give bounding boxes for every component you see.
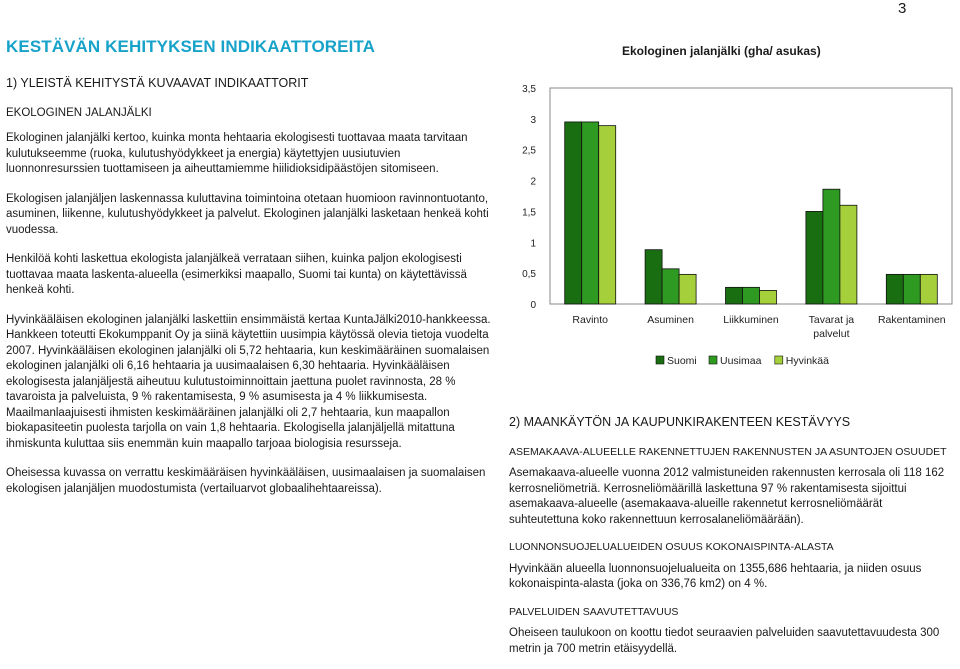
right-column xyxy=(509,415,955,669)
block-heading: LUONNONSUOJELUALUEIDEN OSUUS KOKONAISPINTA-ALASTA xyxy=(509,541,834,553)
y-tick-label: 2 xyxy=(530,176,536,188)
bar xyxy=(565,122,582,304)
block-heading: PALVELUIDEN SAAVUTETTAVUUS xyxy=(509,605,679,618)
y-tick-label: 1,5 xyxy=(522,207,536,219)
bar xyxy=(806,211,823,304)
bar xyxy=(599,126,616,304)
paragraph: Hyvinkääläisen ekologinen jalanjälki laskettiin ensimmäistä kertaa KuntaJälki2010-hankkeessa. Hankkeen toteutti Ekokumppanit Oy ja siinä käytettiin uusimpia käytössä olevia tietoja vuodelta 2007. Hyvinkääläisen ekologinen jalanjälki oli 5,72 hehtaaria, kun keskimääräinen suomalaisen ekologinen jalanjälki oli 6,16 hehtaaria ja uusimaalaisen 6,30 hehtaaria. Hyvinkääläisen ekologisesta jalanjäljestä aiheutuu kulutustoiminnoittain jaettuna puolet ravinnosta, 28 % tavaroista ja palveluista, 9 % rakentamisesta, 9 % asumisesta ja 4 % liikkumisesta. Maailmanlaajuisesti ihmisten keskimääräinen jalanjälki oli 2,7 hehtaaria, kun maapallon biokapasiteetin puolesta tarjolla on vain 1,8 hehtaaria. Ekologisella jalanjäljellä mitattuna ihmiskunta kuluttaa siis enemmän kuin maapallo tarjoaa biologisia resursseja. xyxy=(6,313,491,450)
y-tick-label: 1 xyxy=(530,238,536,250)
bar-chart xyxy=(500,70,955,380)
x-tick-label: Asuminen xyxy=(647,314,694,326)
legend-label: Suomi xyxy=(667,355,697,367)
bar xyxy=(679,274,696,304)
y-tick-label: 0 xyxy=(530,300,536,311)
x-tick-label: Rakentaminen xyxy=(877,314,946,326)
y-tick-label: 3,5 xyxy=(522,84,536,95)
block-text: Oheiseen taulukoon on koottu tiedot seuraavien palveluiden saavutettavuudesta 300 metrin ja 700 metrin etäisyydellä. xyxy=(509,627,940,655)
block-heading: ASEMAKAAVA-ALUEELLE RAKENNETTUJEN RAKENNUSTEN JA ASUNTOJEN OSUUDET xyxy=(509,445,947,458)
x-tick-label: Ravinto xyxy=(572,314,609,326)
bar xyxy=(760,290,777,304)
bar xyxy=(743,287,760,304)
legend-swatch xyxy=(656,356,664,364)
page-number: 3 xyxy=(898,0,907,17)
bar xyxy=(645,250,662,304)
legend-swatch xyxy=(775,356,783,364)
bar xyxy=(582,122,599,304)
y-tick-label: 3 xyxy=(530,114,536,126)
legend-label: Hyvinkää xyxy=(785,355,829,367)
paragraph: Oheisessa kuvassa on verrattu keskimääräisen hyvinkääläisen, uusimaalaisen ja suomalaisen ekologisen jalanjäljen muodostumista (vertailuarvot globaalihehtaareissa). xyxy=(6,467,486,495)
page-title: KESTÄVÄN KEHITYKSEN INDIKAATTOREITA xyxy=(6,37,376,56)
bar xyxy=(726,287,743,304)
bar xyxy=(823,189,840,304)
paragraph: Ekologinen jalanjälki kertoo, kuinka monta hehtaaria ekologisesti tuottavaa maata tarvitaan kulutukseemme (ruoka, kulutushyödykkeet ja energia) käytettyjen uusiutuvien luonnonresurssien tuottamiseen ja aiheuttamiemme hiilidioksidipäästöjen sitomiseen. xyxy=(6,132,468,175)
legend-swatch xyxy=(709,356,717,364)
left-column xyxy=(6,76,494,511)
x-tick-label: Liikkuminen xyxy=(723,314,779,326)
paragraph: Henkilöä kohti laskettua ekologista jalanjälkeä verrataan siihen, kuinka paljon ekologisesti tuottavaa maata laskenta-alueella (esimerkiksi maapallo, Suomi tai kunta) on käytettävissä henkeä kohti. xyxy=(6,253,467,296)
paragraph: Ekologisen jalanjäljen laskennassa kuluttavina toimintoina otetaan huomioon ravinnontuotanto, asuminen, liikenne, kulutushyödykkeet ja palvelut. Ekologinen jalanjälki lasketaan henkeä kohti vuodessa. xyxy=(6,192,489,236)
subheading: EKOLOGINEN JALANJÄLKI xyxy=(6,106,152,119)
x-tick-label: Tavarat ja palvelut xyxy=(808,314,855,340)
y-tick-label: 2,5 xyxy=(522,145,536,157)
y-tick-label: 0,5 xyxy=(522,269,536,281)
block-text: Asemakaava-alueelle vuonna 2012 valmistuneiden rakennusten kerrosala oli 118 162 kerrosneliömetriä. Kerrosneliömäärillä laskettuna 97 % rakentamisesta sijoittui asemakaava-alueelle (asemakaava-alueille rakennetut kerrosneliömäärät suhteutettuna koko rakennettuun kerrosalaneliömäärään). xyxy=(509,467,945,526)
chart-title: Ekologinen jalanjälki (gha/ asukas) xyxy=(622,44,821,58)
legend-label: Uusimaa xyxy=(720,355,762,367)
bar xyxy=(662,269,679,304)
section-heading-2: 2) MAANKÄYTÖN JA KAUPUNKIRAKENTEEN KESTÄVYYS xyxy=(509,415,851,429)
bar xyxy=(840,205,857,304)
bar xyxy=(903,274,920,304)
bar xyxy=(920,274,937,304)
bar xyxy=(886,274,903,304)
section-heading: 1) YLEISTÄ KEHITYSTÄ KUVAAVAT INDIKAATTORIT xyxy=(6,76,309,90)
block-text: Hyvinkään alueella luonnonsuojelualueita on 1355,686 hehtaaria, ja niiden osuus kokonaispinta-alasta (joka on 336,76 km2) on 4 %. xyxy=(509,562,922,590)
